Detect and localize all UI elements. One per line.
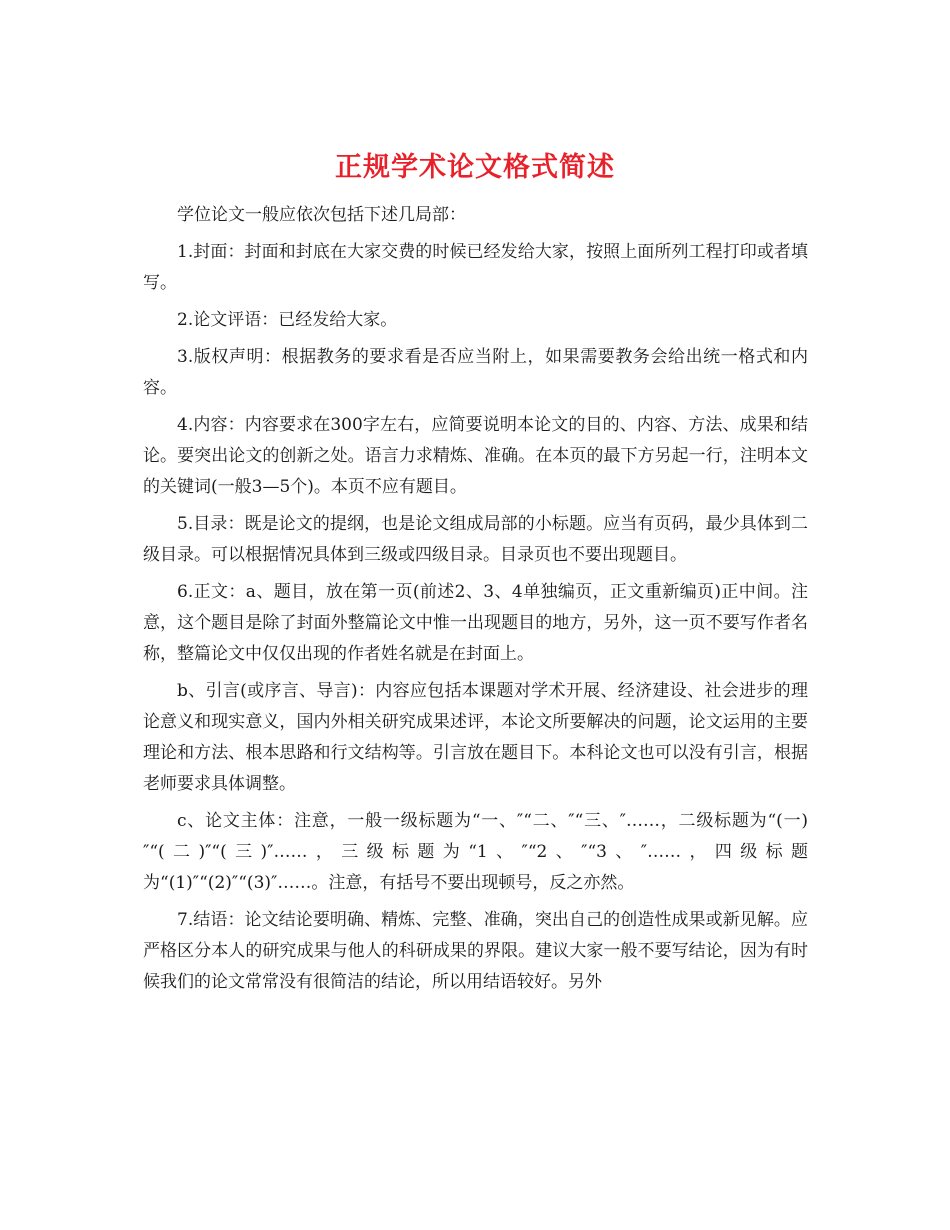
document-body [143,200,808,1004]
paragraph-main-body: c、论文主体：注意，一般一级标题为“一、″“二、″“三、″……，二级标题为“(一)″“(二)″“(三)″……，三级标题为“1、″“2、″“3、″……，四级标题为“(1)″“(2)″“(3)″……。注意，有括号不要出现顿号，反之亦然。 [143,811,808,893]
paragraph-abstract: 4.内容：内容要求在300字左右，应简要说明本论文的目的、内容、方法、成果和结论。要突出论文的创新之处。语言力求精炼、准确。在本页的最下方另起一行，注明本文的关键词(一般3—5个)。本页不应有题目。 [143,415,808,497]
paragraph-cover: 1.封面：封面和封底在大家交费的时候已经发给大家，按照上面所列工程打印或者填写。 [143,242,808,293]
paragraph-intro: 学位论文一般应依次包括下述几局部： [177,205,466,225]
paragraph-conclusion: 7.结语：论文结论要明确、精炼、完整、准确，突出自己的创造性成果或新见解。应严格区分本人的研究成果与他人的科研成果的界限。建议大家一般不要写结论，因为有时候我们的论文常常没有很简洁的结论，所以用结语较好。另外 [143,910,808,992]
paragraph-introduction: b、引言(或序言、导言)：内容应包括本课题对学术开展、经济建设、社会进步的理论意义和现实意义，国内外相关研究成果述评，本论文所要解决的问题，论文运用的主要理论和方法、根本思路和行文结构等。引言放在题目下。本科论文也可以没有引言，根据老师要求具体调整。 [143,681,808,794]
paragraph-comments: 2.论文评语：已经发给大家。 [177,310,398,330]
document-title: 正规学术论文格式简述 [335,152,615,184]
paragraph-contents: 5.目录：既是论文的提纲，也是论文组成局部的小标题。应当有页码，最少具体到二级目录。可以根据情况具体到三级或四级目录。目录页也不要出现题目。 [143,514,808,565]
paragraph-copyright: 3.版权声明：根据教务的要求看是否应当附上，如果需要教务会给出统一格式和内容。 [143,347,808,398]
paragraph-main-title: 6.正文：a、题目，放在第一页(前述2、3、4单独编页，正文重新编页)正中间。注意，这个题目是除了封面外整篇论文中惟一出现题目的地方，另外，这一页不要写作者名称，整篇论文中仅仅出现的作者姓名就是在封面上。 [143,582,808,664]
